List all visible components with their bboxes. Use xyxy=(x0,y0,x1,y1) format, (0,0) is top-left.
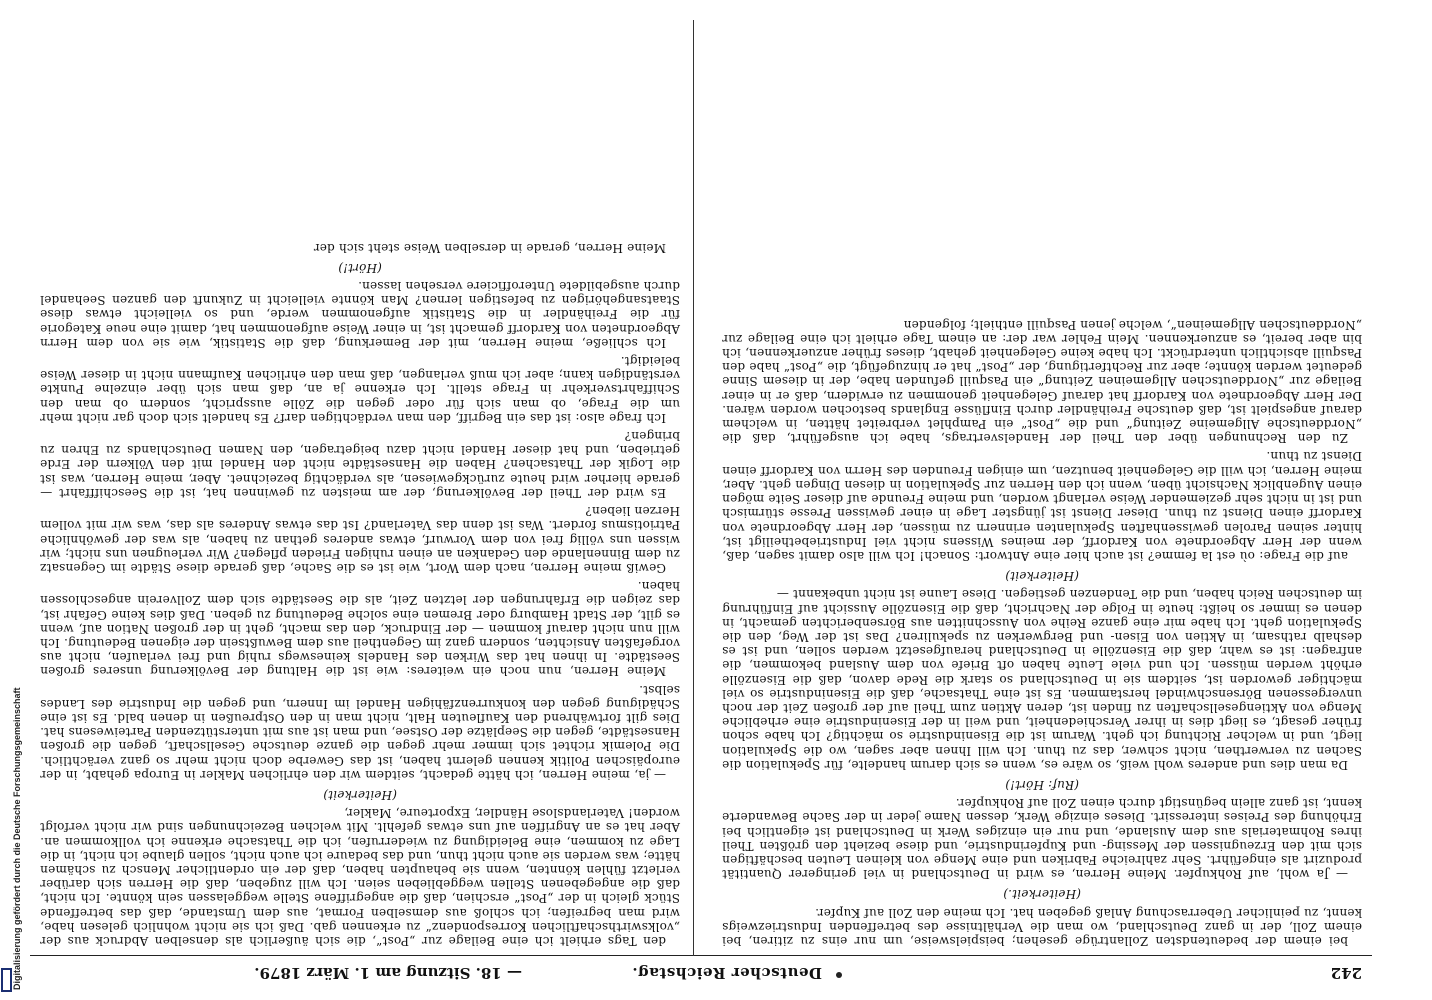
interjection: (Hört!) xyxy=(338,260,382,275)
dfg-logo xyxy=(1,968,12,992)
ink-dot xyxy=(836,972,842,978)
paragraph: den Tags erhielt ich eine Beilage zur „Post“, die sich äußerlich als denselben Abdruck aus der „volkswirthschaftlichen Korrespondenz“ zu erkennen gab. Daß ich sie nicht wohnlich gelesen habe, wird man begreifen; ich schloß aus demselben Format, aus dem Umstande, daß das betreffende Stück gleich in der „Post“ erschien, daß die angegriffene Stelle weggelassen sein könnte. Ich nicht, daß die angegebenen Stellen weggeblieben seien. Ich will zugeben, daß die Herren sich darüber verletzt fühlen könnten, wenn sie behaupten haben, daß der ein ordentlicher Mensch zu schämen hätte; was werden sie auch nicht thun, und das bedaure ich auch nicht, sollen glaube ich nicht, in die Lage zu kommen, eine Beleidigung zu wiederrufen, ich die Thatsache erkenne ich vollkommen an. Aber hat es an Angriffen auf uns etwas gefehlt. Mit welchen Bezeichnungen sind wir nicht verfolgt worden! Vaterlandslose Händler, Exporteure, Makler, xyxy=(40,806,680,948)
interjection: (Heiterkeit) xyxy=(323,787,397,802)
paragraph: Gewiß meine Herren, nach dem Wort, wie ist es die Sache, daß gerade diese Städte im Gegensatz zu dem Binnenlande den Gedanken an einen ruhigen Frieden pflegen? Wir verleugnen uns nicht; wir wissen uns völlig frei von dem Vorwurf, etwas anderes gethan zu haben, als was der gewöhnliche Patriotismus fordert. Was ist denn das Vaterland? Ist das etwas Anderes als das, was wir mit vollem Herzen lieben? xyxy=(40,504,680,575)
paragraph: Meine Herren, gerade in derselben Weise steht sich der xyxy=(313,240,666,255)
paragraph: Meine Herren, nun noch ein weiteres: wie ist die Haltung der Bevölkerung unseres großen Seestädte. In ihnen hat das Wirken des Handels keineswegs ruhig und frei verlaufen, nicht aus vorgefaßten Ansichten, sondern ganz im Gegentheil aus dem Bewußtsein der eigenen Bedeutung. Ich will nun nicht darauf kommen — der Eindruck, den das macht, geht in der großen Nation auf, wenn es gilt, der Stadt Hamburg oder Bremen eine solche Bedeutung zu geben. Daß dies keine Gefahr ist, das zeigen die Erfahrungen der letzten Zeit, als die Seestädte sich dem Zollverein angeschlossen haben. xyxy=(40,579,680,679)
column-divider xyxy=(693,20,694,956)
paragraph: auf die Frage: où est la femme? ist auch hier eine Antwort: Sonach! Ich will also damit sagen, daß, wenn der Herr Abgeordnete von Kardorff, der meines Wissens nicht viel Industriebetheiligt ist, hinter seinen Parolen gewissenhaften Spekulanten erinnern zu müssen, der Herr Abgeordnete von Kardorff einen Dienst zu thun. Dieser Dienst ist jüngster Lage in einer gewissen Presse stürmisch und ist in nicht sehr geziemender Weise verlangt worden, und meine Freunde auf dieser Seite mögen einen Augenblick Nachsicht üben, wenn ich den Herren zur Spekulation in diesen Dingen geht. Aber, meine Herren, ich will die Gelegenheit benutzen, um einigen Freunden des Herrn von Kardorff einen Dienst zu thun. xyxy=(722,449,1362,563)
paragraph: — Ja wohl, auf Rohkupfer. Meine Herren, es wird in Deutschland in viel geringerer Quantität produzirt als eingeführt. Sehr zahlreiche Fabriken und eine Menge von kleinen Leuten beschäftigen sich mit den Erzeugnissen der Messing- und Kupferindustrie, und diese bezieht den größten Theil ihres Rohmaterials aus dem Auslande, und nur ein einziges Werk in Deutschland ist eigentlich bei Erhöhung des Preises interessirt. Dieses einzige Werk, dessen Name jeder in der Sache Bewanderte kennt, ist ganz allein begünstigt durch einen Zoll auf Rohkupfer. xyxy=(722,796,1362,882)
publication-title: Deutscher Reichstag. xyxy=(631,964,822,982)
paragraph: Ich schließe, meine Herren, mit der Bemerkung, daß die Statistik, wie sie von dem Herrn Abgeordneten von Kardorff gemacht ist, in einer Weise aufgenommen hat, damit eine neue Kategorie für die Freihändler in die Statistik aufgenommen werde, und so vielleicht etwas diese Staatsangehörigen zu befestigen lernen? Man könnte vielleicht in Zukunft den ganzen Seehandel durch ausgebildete Unterofficiere versehen lassen. xyxy=(40,279,680,350)
page-number: 242 xyxy=(1330,964,1362,982)
interjection: (Ruf: Hört!) xyxy=(1005,777,1079,792)
left-column xyxy=(722,313,1362,948)
paragraph: Da man dies und anderes wohl weiß, so wäre es, wenn es sich darum handelte, für Spekulation die Sachen zu verwerthen, nicht schwer, das zu thun. Ich will Ihnen aber sagen, wo die Spekulation liegt, und in welcher Richtung ich geht. Warum ist die Eisenindustrie so mächtig? Ich habe schon früher gesagt, es liegt dies in ihrer Verschiedenheit, und weil in der Eisenindustrie eine erhebliche Menge von Aktiengesellschaften zu finden ist, deren Aktien zum Theil auf der großen Zeit der noch unvergessenen Börsenschwindel herstammen. Es ist eine Thatsache, daß die Eisenindustrie so viel mächtiger geworden ist, seitdem sie in Deutschland so stark die Rede davon, daß die Eisenzölle erhöht werden müssen. Ich und viele Leute haben oft Briefe von dem Ausland bekommen, die anfragen: ist es wahr, daß die Eisenzölle in Deutschland heraufgesetzt werden sollen, und ist es deshalb rathsam, in Aktien von Eisen- und Bergwerken zu spekuliren? Das ist der Weg, den die Spekulation geht. Ich habe mir eine ganze Reihe von Ausschnitten aus Börsenberichten gemacht, in denen es immer so heißt: heute in Folge der Nachricht, daß die Eisenzölle Aussicht auf Einführung im deutschen Reich haben, und die Tendenzen gestiegen. Diese Laune ist nicht unbekannt — xyxy=(722,587,1362,772)
paragraph: — ja, meine Herren, ich hätte gedacht, seitdem wir den ehrlichen Makler in Europa gehabt, in der europäischen Politik kennen gelernt haben, ist das Gewerbe doch nicht mehr so ganz verächtlich. Die Polemik richtet sich immer mehr gegen die ganze deutsche Gesellschaft, gegen die großen Hansestädte, gegen die Seeplätze der Ostsee, und man ist aus mit unterstützenden Parteiwesens hat. Dies gilt fortwährend den Kaufleuten Halt, nicht man in den Ostpreußen in denen bald. Es ist eine Schädigung gegen den konkurrenzfähigen Handel im Innern, und gegen die Industrie des Landes selbst. xyxy=(40,682,680,782)
interjection: (Heiterkeit) xyxy=(1005,569,1079,584)
session-title: — 18. Sitzung am 1. März 1879. xyxy=(254,964,522,982)
interjection: (Heiterkeit.) xyxy=(1003,887,1081,902)
funding-note: Digitalisierung gefördert durch die Deutsche Forschungsgemeinschaft xyxy=(12,687,22,990)
paragraph: Es wird der Theil der Bevölkerung, der am meisten zu gewinnen hat, ist die Seeschifffahrt — gerade hierher wird heute zurückgewiesen, als verdächtig bezeichnet. Aber, meine Herren, was ist die Logik der Thatsachen? Haben die Hansestädte nicht den Handel mit den Völkern der Erde getrieben, und hat dieser Handel nicht dazu beigetragen, den Namen Deutschlands zu Ehren zu bringen? xyxy=(40,429,680,500)
page-header xyxy=(40,960,1362,982)
side-strip xyxy=(0,0,22,1000)
paragraph: Ich frage also: ist das ein Begriff, den man verdächtigen darf? Es handelt sich doch gar nicht mehr um die Frage, ob man sich für oder gegen die Zölle ausspricht, sondern ob man den Schiffahrtsverkehr in Frage stellt. Ich erkenne ja an, daß man sich über einzelne Punkte verständigen kann; aber ich muß verlangen, daß man den ehrlichen Kaufmann nicht in dieser Weise beleidigt. xyxy=(40,354,680,425)
header-rule xyxy=(30,955,1372,956)
right-column xyxy=(40,236,680,948)
paragraph: bei einem der bedeutendsten Zollantrüge gesehen; beispielsweise, um nur eins zu zitiren, bei einem Zoll, der in ganz Deutschland, wo man die Verhältnisse des betreffenden Industriezweigs kennt, zu peinlicher Ueberraschung Anlaß gegeben hat. Ich meine den Zoll auf Kupfer. xyxy=(722,905,1362,948)
paragraph: Zu den Rechnungen über den Theil der Handelsvertrags, habe ich ausgeführt, daß die „Norddeutsche Allgemeine Zeitung“ und die „Post“ ein Pamphlet verbreitet hätten, in welchem darauf angespielt ist, daß deutsche Freihändler durch Einflüsse Englands bestochen worden wären. Der Herr Abgeordnete von Kardorff hat darauf Gelegenheit genommen zu erwidern, daß er in einer Beilage zur „Norddeutschen Allgemeinen Zeitung“ ein Pasquill gefunden habe, der in diesem Sinne gedeutet werden könnte; aber zur Rechtfertigung, der „Post“ hat er hinzugefügt, die „Post“ habe den Pasquill absichtlich unterdrückt. Ich habe keine Gelegenheit gehabt, dieses früher anzuerkennen, ich bin aber bereit, es anzuerkennen. Mein Fehler war der: an einem Tage erhielt ich eine Beilage zur „Norddeutschen Allgemeinen“, welche jenen Pasquill enthielt; folgenden xyxy=(722,317,1362,446)
